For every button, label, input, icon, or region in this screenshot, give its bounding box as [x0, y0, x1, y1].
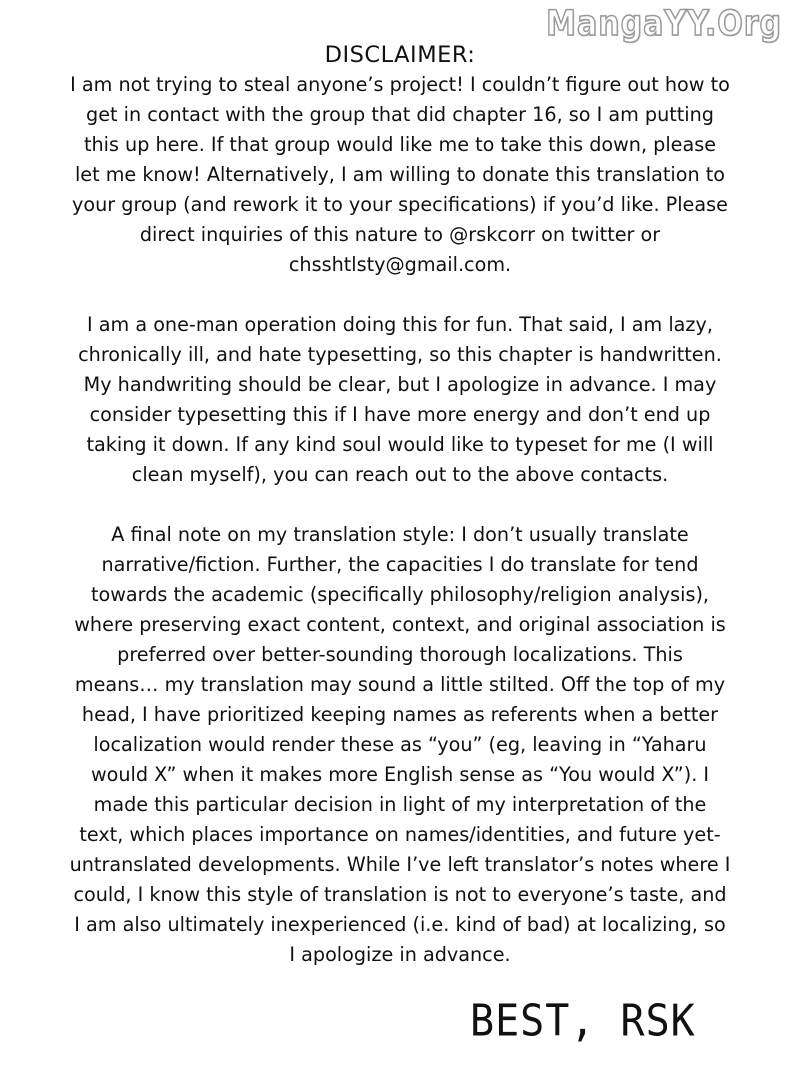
paragraph-1 [20, 70, 780, 280]
paragraph-line: narrative/fiction. Further, the capacities I do translate for tend [101, 553, 699, 576]
paragraph-line: could, I know this style of translation is not to everyone’s taste, and [73, 883, 727, 906]
handwritten-signoff: BEST, RSK [470, 996, 696, 1047]
paragraph-line: My handwriting should be clear, but I apologize in advance. I may [83, 373, 717, 396]
disclaimer-page [20, 40, 780, 970]
paragraph-line: preferred over better-sounding thorough localizations. This [117, 643, 683, 666]
paragraph-line: chronically ill, and hate typesetting, so this chapter is handwritten. [78, 343, 722, 366]
paragraph-line: this up here. If that group would like me to take this down, please [83, 133, 717, 156]
paragraph-gap [20, 490, 780, 520]
paragraph-line: consider typesetting this if I have more energy and don’t end up [89, 403, 711, 426]
paragraph-line: head, I have prioritized keeping names as referents when a better [81, 703, 719, 726]
paragraph-line: would X” when it makes more English sense as “You would X”). I [90, 763, 710, 786]
disclaimer-title: DISCLAIMER: [324, 42, 476, 68]
paragraph-line: direct inquiries of this nature to @rskcorr on twitter or [139, 223, 661, 246]
paragraph-line: your group (and rework it to your specifications) if you’d like. Please [72, 193, 728, 216]
paragraph-line: taking it down. If any kind soul would like to typeset for me (I will [86, 433, 714, 456]
paragraph-2 [20, 310, 780, 490]
paragraph-3 [20, 520, 780, 970]
paragraph-line: made this particular decision in light of my interpretation of the [93, 793, 707, 816]
paragraph-line: I apologize in advance. [289, 943, 511, 966]
paragraph-line: I am also ultimately inexperienced (i.e. kind of bad) at localizing, so [74, 913, 726, 936]
paragraph-line: means… my translation may sound a little stilted. Off the top of my [74, 673, 726, 696]
paragraph-line: clean myself), you can reach out to the above contacts. [131, 463, 669, 486]
paragraph-line: localization would render these as “you” (eg, leaving in “Yaharu [93, 733, 707, 756]
paragraph-line: untranslated developments. While I’ve left translator’s notes where I [69, 853, 731, 876]
paragraph-line: text, which places importance on names/identities, and future yet- [79, 823, 721, 846]
paragraph-line: chsshtlsty@gmail.com. [288, 253, 512, 276]
paragraph-gap [20, 280, 780, 310]
paragraph-line: where preserving exact content, context, and original association is [74, 613, 726, 636]
paragraph-line: I am not trying to steal anyone’s project! I couldn’t figure out how to [70, 73, 730, 96]
paragraph-line: A final note on my translation style: I don’t usually translate [111, 523, 689, 546]
site-watermark: MangaYY.Org [546, 4, 782, 45]
paragraph-line: I am a one-man operation doing this for fun. That said, I am lazy, [87, 313, 713, 336]
paragraph-line: towards the academic (specifically philosophy/religion analysis), [90, 583, 710, 606]
paragraph-line: get in contact with the group that did chapter 16, so I am putting [86, 103, 714, 126]
paragraph-line: let me know! Alternatively, I am willing to donate this translation to [74, 163, 726, 186]
